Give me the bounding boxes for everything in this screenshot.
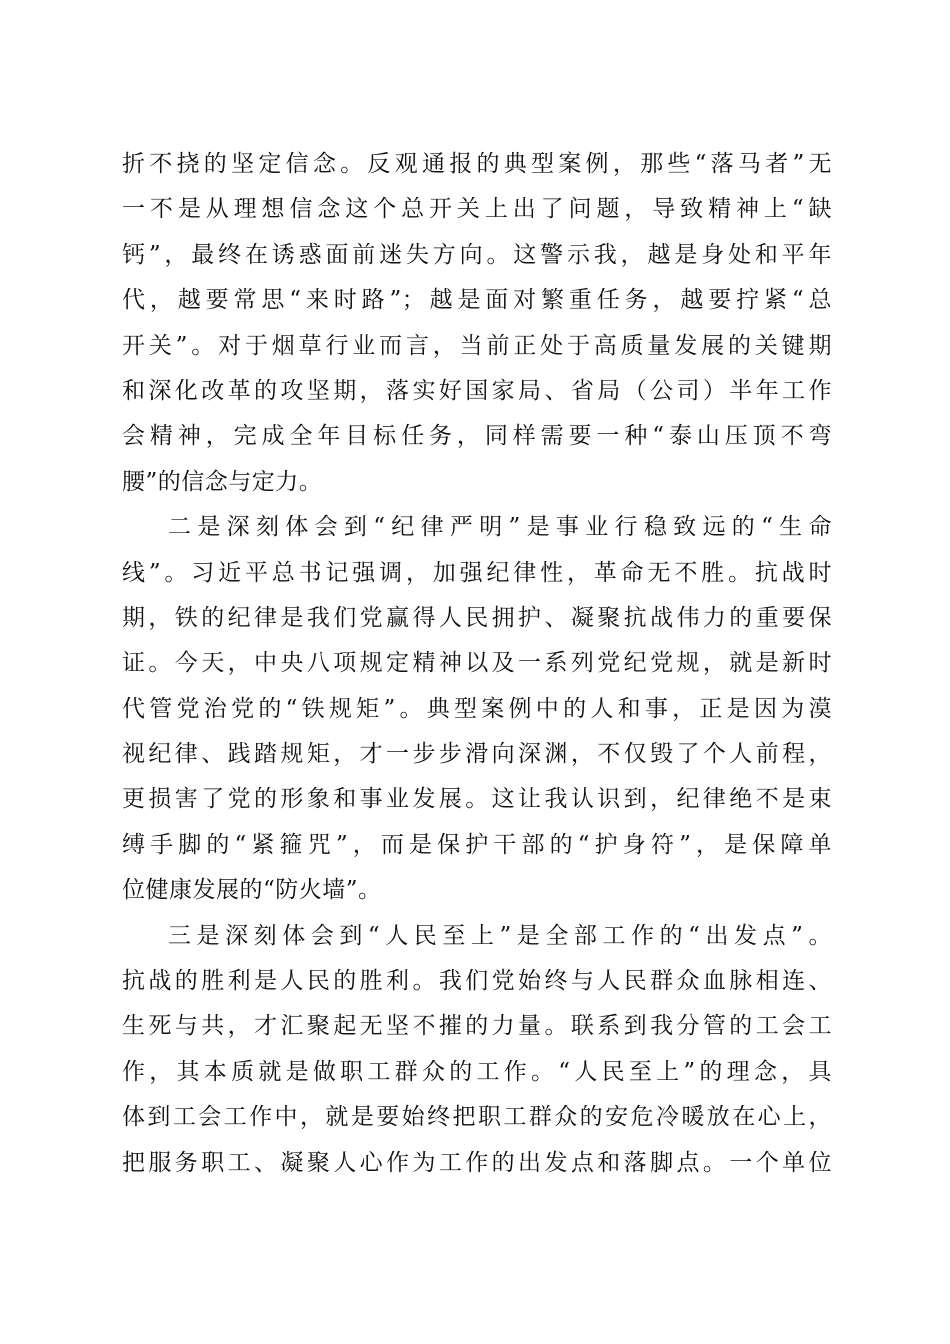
body-text-line: 会精神，完成全年目标任务，同样需要一种“泰山压顶不弯 xyxy=(122,423,832,450)
body-text-line: 折不挠的坚定信念。反观通报的典型案例，那些“落马者”无 xyxy=(122,151,832,177)
body-text-line: 线”。习近平总书记强调，加强纪律性，革命无不胜。抗战时 xyxy=(122,559,832,586)
document-body xyxy=(122,142,832,1186)
body-text-line: 作，其本质就是做职工群众的工作。“人民至上”的理念，具 xyxy=(122,1058,832,1085)
body-text-line: 体到工会工作中，就是要始终把职工群众的安危冷暖放在心上， xyxy=(122,1104,832,1131)
body-text-line: 生死与共，才汇聚起无坚不摧的力量。联系到我分管的工会工 xyxy=(122,1013,832,1040)
body-text-line: 腰”的信念与定力。 xyxy=(122,468,323,495)
body-text-line: 证。今天，中央八项规定精神以及一系列党纪党规，就是新时 xyxy=(122,650,832,677)
body-text-line: 和深化改革的攻坚期，落实好国家局、省局（公司）半年工作 xyxy=(122,377,832,404)
body-text-line: 钙”，最终在诱惑面前迷失方向。这警示我，越是身处和平年 xyxy=(122,241,832,268)
body-text-line: 缚手脚的“紧箍咒”，而是保护干部的“护身符”，是保障单 xyxy=(122,831,832,858)
body-text-line: 一不是从理想信念这个总开关上出了问题，导致精神上“缺 xyxy=(122,196,832,223)
body-text-line: 把服务职工、凝聚人心作为工作的出发点和落脚点。一个单位 xyxy=(122,1149,832,1176)
body-text-line: 更损害了党的形象和事业发展。这让我认识到，纪律绝不是束 xyxy=(122,786,832,813)
body-text-line: 代管党治党的“铁规矩”。典型案例中的人和事，正是因为漠 xyxy=(122,695,832,722)
body-text-line: 开关”。对于烟草行业而言，当前正处于高质量发展的关键期 xyxy=(122,332,832,359)
paragraph-first-line: 二是深刻体会到“纪律严明”是事业行稳致远的“生命 xyxy=(168,514,832,541)
body-text-line: 抗战的胜利是人民的胜利。我们党始终与人民群众血脉相连、 xyxy=(122,968,832,995)
body-text-line: 位健康发展的“防火墙”。 xyxy=(122,877,382,904)
body-text-line: 视纪律、践踏规矩，才一步步滑向深渊，不仅毁了个人前程， xyxy=(122,741,832,768)
paragraph-first-line: 三是深刻体会到“人民至上”是全部工作的“出发点”。 xyxy=(168,922,832,949)
body-text-line: 代，越要常思“来时路”；越是面对繁重任务，越要拧紧“总 xyxy=(122,287,832,314)
body-text-line: 期，铁的纪律是我们党赢得人民拥护、凝聚抗战伟力的重要保 xyxy=(122,604,832,631)
